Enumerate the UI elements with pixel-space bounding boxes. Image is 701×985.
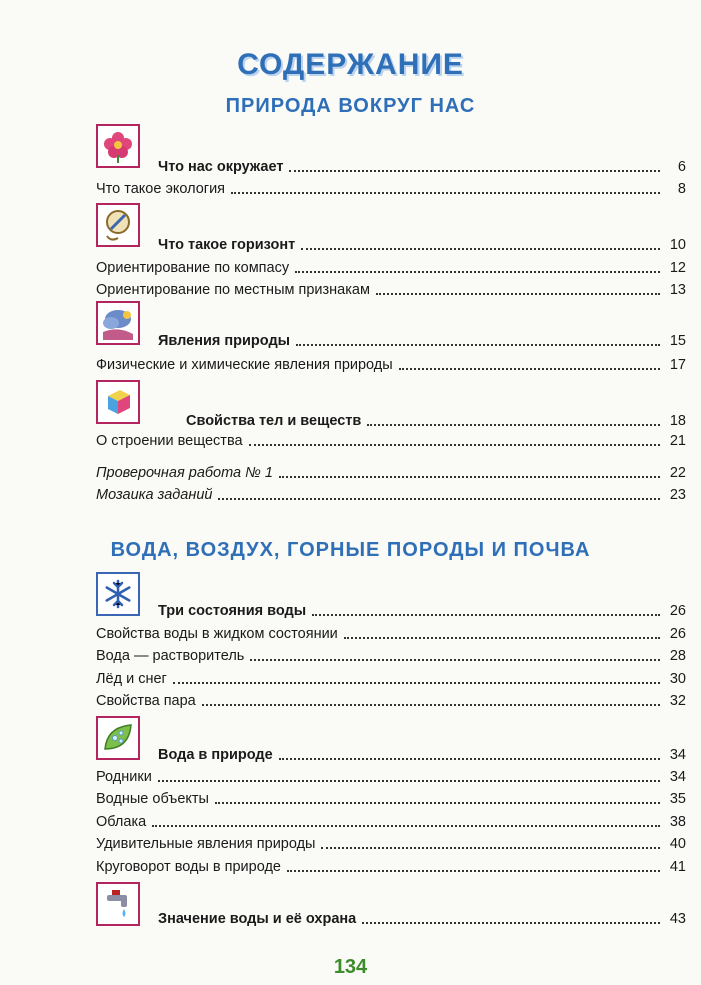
toc-entry-title: Мозаика заданий [96,487,213,503]
compass-icon [96,203,140,247]
toc-entry-title: Что такое экология [96,181,226,197]
toc-entry-page: 35 [669,791,686,807]
toc-entry-title: Вода в природе [158,747,273,763]
toc-entry[interactable] [96,623,686,643]
toc-entry-page: 12 [669,260,686,276]
section-heading-water: ВОДА, ВОЗДУХ, ГОРНЫЕ ПОРОДЫ И ПОЧВА [110,539,591,561]
toc-entry-page: 41 [669,859,686,875]
toc-leader-dots [202,704,660,706]
toc-entry[interactable] [96,462,686,482]
toc-entry[interactable] [96,690,686,710]
toc-entry[interactable] [158,330,686,350]
toc-entry-page: 32 [669,693,686,709]
toc-leader-dots [301,248,660,250]
toc-entry-page: 17 [669,357,686,373]
weather-icon [96,301,140,345]
toc-entry-title: Круговорот воды в природе [96,859,281,875]
toc-entry-title: Родники [96,769,152,785]
toc-entry[interactable] [96,645,686,665]
toc-entry[interactable] [96,178,686,198]
toc-entry-page: 13 [669,282,686,298]
page-title: СОДЕРЖАНИЕ [237,48,464,81]
toc-entry-title: Свойства тел и веществ [186,413,362,429]
toc-leader-dots [312,614,660,616]
toc-entry-page: 8 [677,181,686,197]
toc-entry[interactable] [186,410,686,430]
toc-entry-title: Что такое горизонт [158,237,296,253]
toc-entry[interactable] [96,354,686,374]
faucet-icon [96,882,140,926]
toc-entry[interactable] [96,856,686,876]
toc-entry-page: 10 [669,237,686,253]
toc-entry-title: Явления природы [158,333,291,349]
toc-entry[interactable] [158,234,686,254]
toc-entry[interactable] [96,257,686,277]
toc-entry[interactable] [96,279,686,299]
toc-leader-dots [215,802,660,804]
toc-entry-title: Свойства пара [96,693,196,709]
toc-leader-dots [399,368,660,370]
toc-entry-page: 28 [669,648,686,664]
toc-entry-title: Ориентирование по местным признакам [96,282,370,298]
toc-entry[interactable] [96,788,686,808]
toc-entry-title: Удивительные явления природы [96,836,316,852]
leaf-drops-icon [96,716,140,760]
toc-entry-title: Вода — растворитель [96,648,245,664]
toc-entry[interactable] [96,766,686,786]
cube-icon [96,380,140,424]
toc-leader-dots [158,780,660,782]
toc-leader-dots [287,870,660,872]
toc-leader-dots [279,758,660,760]
toc-entry-title: Проверочная работа № 1 [96,465,273,481]
toc-entry-title: Физические и химические явления природы [96,357,393,373]
toc-entry-page: 6 [677,159,686,175]
toc-leader-dots [289,170,660,172]
toc-entry[interactable] [158,908,686,928]
toc-leader-dots [362,922,660,924]
toc-entry[interactable] [96,484,686,504]
toc-entry-page: 34 [669,747,686,763]
toc-entry-page: 26 [669,603,686,619]
toc-entry[interactable] [96,668,686,688]
toc-leader-dots [295,271,660,273]
toc-entry-page: 15 [669,333,686,349]
toc-entry-page: 26 [669,626,686,642]
toc-entry[interactable] [96,811,686,831]
toc-entry[interactable] [158,156,686,176]
page-number: 134 [333,956,368,978]
toc-leader-dots [279,476,660,478]
toc-leader-dots [218,498,660,500]
toc-leader-dots [250,659,660,661]
snowflake-icon [96,572,140,616]
toc-entry-title: Водные объекты [96,791,209,807]
toc-leader-dots [376,293,660,295]
toc-entry-page: 30 [669,671,686,687]
toc-entry-title: О строении вещества [96,433,243,449]
toc-entry-page: 21 [669,433,686,449]
toc-entry-page: 23 [669,487,686,503]
toc-entry-page: 40 [669,836,686,852]
toc-entry-page: 43 [669,911,686,927]
toc-entry[interactable] [158,600,686,620]
toc-entry[interactable] [158,744,686,764]
toc-entry-title: Свойства воды в жидком состоянии [96,626,338,642]
toc-entry-title: Значение воды и её охрана [158,911,357,927]
toc-entry-title: Лёд и снег [96,671,167,687]
toc-leader-dots [249,444,660,446]
toc-leader-dots [152,825,660,827]
toc-leader-dots [367,424,660,426]
toc-entry[interactable] [96,430,686,450]
toc-entry-title: Ориентирование по компасу [96,260,290,276]
toc-entry-page: 34 [669,769,686,785]
toc-leader-dots [231,192,660,194]
toc-entry-title: Что нас окружает [158,159,284,175]
toc-entry-page: 22 [669,465,686,481]
toc-entry[interactable] [96,833,686,853]
toc-leader-dots [321,847,660,849]
toc-leader-dots [296,344,660,346]
toc-entry-title: Три состояния воды [158,603,307,619]
flower-icon [96,124,140,168]
toc-leader-dots [344,637,660,639]
toc-entry-page: 18 [669,413,686,429]
toc-entry-title: Облака [96,814,147,830]
section-heading-nature: ПРИРОДА ВОКРУГ НАС [225,95,476,117]
toc-entry-page: 38 [669,814,686,830]
toc-leader-dots [173,682,660,684]
